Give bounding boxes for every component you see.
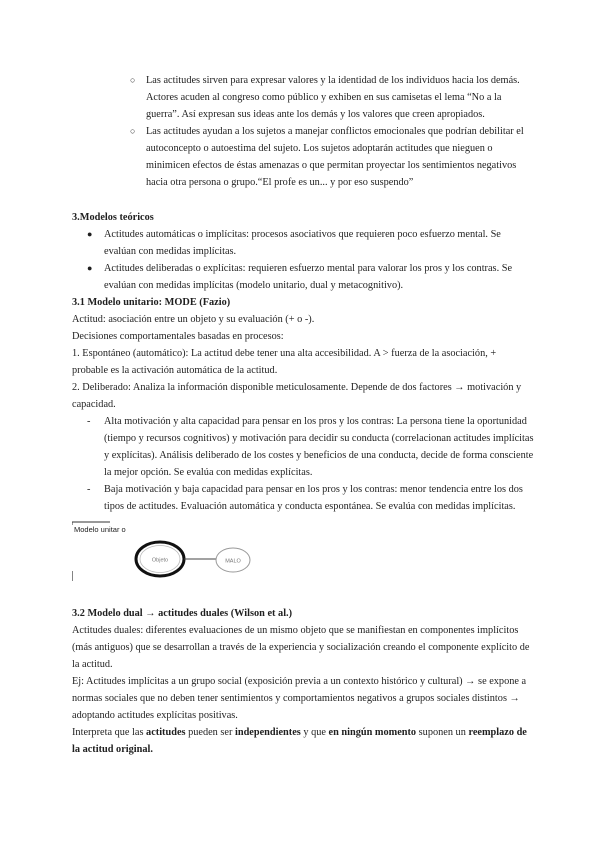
- list-item: [72, 481, 534, 515]
- intro-bullet-list: [130, 72, 530, 191]
- list-item: [72, 413, 534, 481]
- list-item: [130, 72, 530, 123]
- paragraph-mixed: [72, 724, 534, 758]
- section-3: [72, 209, 534, 294]
- text-run: Interpreta que las: [72, 727, 147, 738]
- dot-bullet-icon: ●: [87, 263, 93, 273]
- paragraph: Ej: Actitudes implícitas a un grupo social (exposición previa a un contexto histórico y cultural) → se expone a normas sociales que no deben tener sentimientos y comportamientos negativos a grupos sociales distintos → adoptando actitudes explícitas positivas.: [72, 676, 527, 721]
- paragraph: Actitud: asociación entre un objeto y su evaluación (+ o -).: [72, 314, 315, 325]
- circle-bullet-icon: ○: [130, 126, 136, 136]
- list-item-text: Actitudes automáticas o implícitas: procesos asociativos que requieren poco esfuerzo mental. Se evalúan con medidas implícitas.: [104, 229, 501, 257]
- dash-bullet-icon: -: [87, 416, 91, 427]
- paragraph: 2. Deliberado: Analiza la información disponible meticulosamente. Depende de dos factores → motivación y capacidad.: [72, 382, 522, 410]
- section-3-1: [72, 294, 534, 515]
- text-run: suponen un: [416, 727, 469, 738]
- mode-diagram: [72, 519, 262, 583]
- left-node-label: Objeto: [151, 557, 169, 564]
- list-item-text: Las actitudes ayudan a los sujetos a manejar conflictos emocionales que podrían debilitar el autoconcepto o autoestima del sujeto. Los sujetos adoptarán actitudes que nieguen o minimicen efectos de éstas amenazas o que permitan proyectar los sentimientos negativos hacia otra persona o grupo.“El profe es un... y por eso suspendo”: [146, 126, 524, 188]
- text-run: pueden ser: [185, 727, 235, 738]
- dash-bullet-icon: -: [87, 484, 91, 495]
- dot-bullet-icon: ●: [87, 229, 93, 239]
- list-item: [72, 260, 534, 294]
- list-item-text: Las actitudes sirven para expresar valores y la identidad de los individuos hacia los demás. Actores acuden al congreso como público y exhiben en sus camisetas el lema “No a la guerra”. Así expresan sus ideas ante los demás y los valores que creen apropiados.: [146, 75, 520, 120]
- section-heading: 3.Modelos teóricos: [72, 212, 154, 223]
- list-item: [72, 226, 534, 260]
- section-heading: 3.2 Modelo dual → actitudes duales (Wilson et al.): [72, 608, 293, 619]
- right-node-label: MALO: [225, 558, 241, 565]
- list-item-text: Baja motivación y baja capacidad para pensar en los pros y los contras: menor tendencia entre los dos tipos de actitudes. Evaluación automática y conducta espontánea. Se evalúa con medidas implícitas.: [104, 484, 523, 512]
- text-run-bold: independientes: [234, 727, 301, 738]
- circle-bullet-icon: ○: [130, 75, 136, 85]
- list-item: [130, 123, 530, 191]
- diagram-title: Modelo unitar o: [74, 525, 126, 534]
- list-item-text: Alta motivación y alta capacidad para pensar en los pros y los contras: La persona tiene la oportunidad (tiempo y recursos cognitivos) y motivación para decidir su conducta (correlacionan actitudes implícitas y explícitas). Análisis deliberado de los costes y beneficios de una conducta, decide de forma consciente la mejor opción. Se evalúa con medidas explícitas.: [104, 416, 534, 478]
- text-run: y que: [300, 727, 329, 738]
- section-heading: 3.1 Modelo unitario: MODE (Fazio): [72, 297, 231, 308]
- section-3-2: [72, 605, 534, 758]
- text-run-bold: en ningún momento: [328, 727, 417, 738]
- paragraph: Actitudes duales: diferentes evaluaciones de un mismo objeto que se manifiestan en componentes implícitos (más antiguos) que se desarrollan a través de la experiencia y socialización creando el componente explícito de la actitud.: [72, 625, 530, 670]
- text-run-bold: reemplazo de la actitud original.: [72, 727, 527, 755]
- list-item-text: Actitudes deliberadas o explícitas: requieren esfuerzo mental para valorar los pros y los contras. Se evalúan con medidas implícitas (modelo unitario, dual y metacognitivo).: [104, 263, 513, 291]
- paragraph: 1. Espontáneo (automático): La actitud debe tener una alta accesibilidad. A > fuerza de la asociación, + probable es la activación automática de la actitud.: [72, 348, 497, 376]
- text-run-bold: actitudes: [146, 727, 186, 738]
- paragraph: Decisiones comportamentales basadas en procesos:: [72, 331, 284, 342]
